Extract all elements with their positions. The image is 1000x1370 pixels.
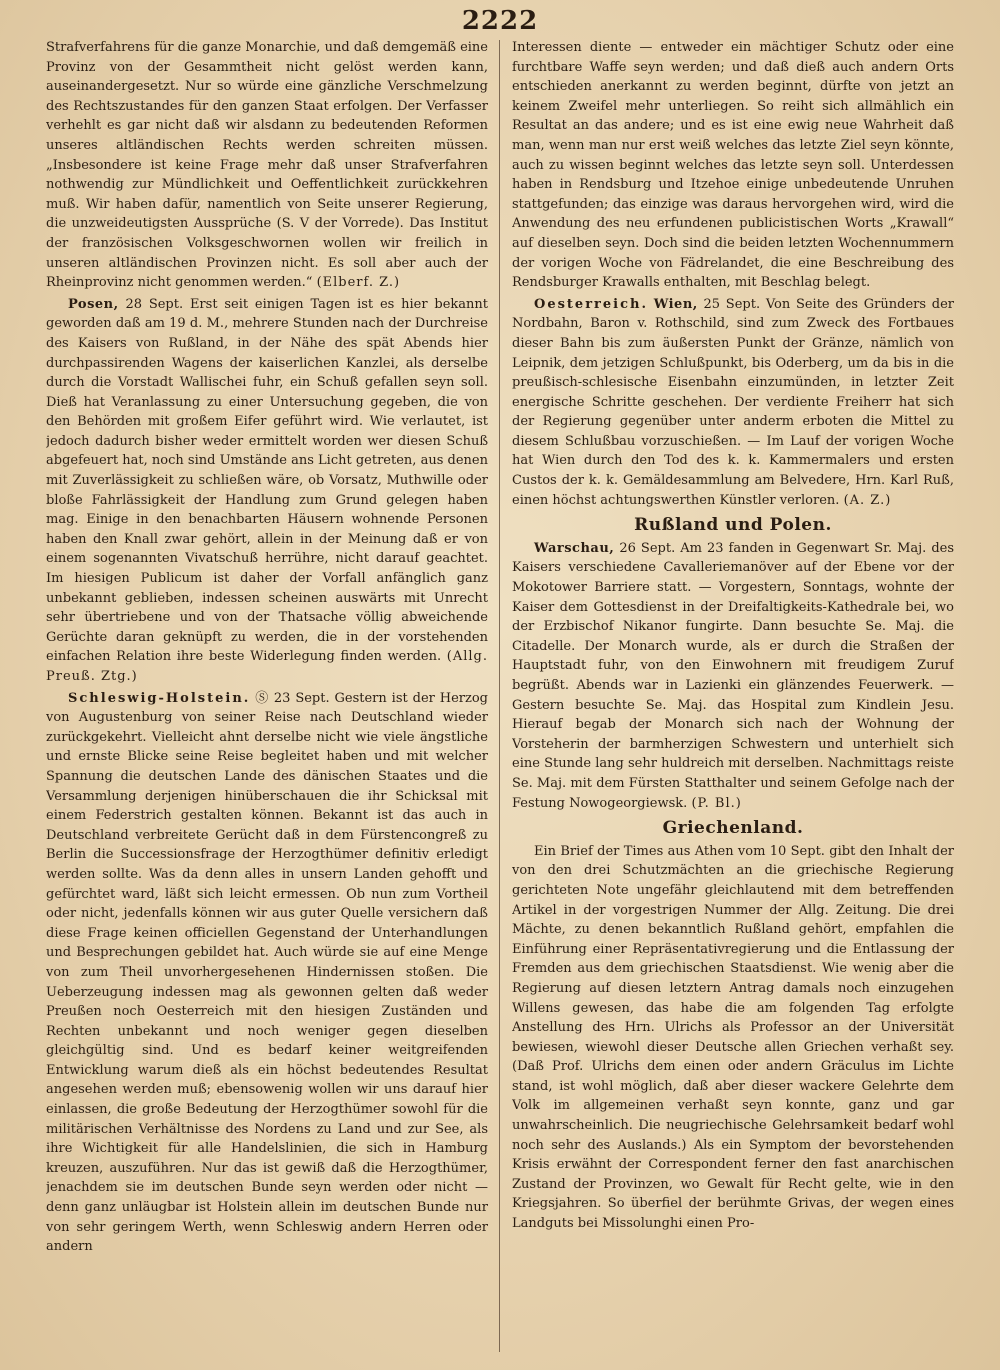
article-wien xyxy=(512,295,954,511)
article-schleswig-holstein xyxy=(46,689,488,1257)
article-text: Erst seit einigen Tagen ist es hier bekannt geworden daß am 19 d. M., mehrere Stunden nach der Durchreise des Kaisers von Rußland, in der Nähe des spät Abends hier durchpassirenden Wagens der kaiserlichen Kanzlei, als derselbe durch die Vorstadt Wallischei fuhr, ein Schuß gefallen seyn soll. Dieß hat Veranlassung zu einer Untersuchung gegeben, die von den Behörden mit großem Eifer geführt wird. Wie verlautet, ist jedoch dadurch bisher weder ermittelt worden wer diesen Schuß abgefeuert hat, noch sind Umstände ans Licht getreten, aus denen mit Zuverlässigkeit zu schließen wäre, ob Vorsatz, Muthwille oder bloße Fahrlässigkeit der Handlung zum Grund gelegen haben mag. Einige in den benachbarten Häusern wohnende Personen haben den Knall zwar gehört, allein in der Meinung daß er von einem sogenannten Vivatschuß herrühre, nicht darauf geachtet. Im hiesigen Publicum ist daher der Vorfall anfänglich ganz unbekannt geblieben, indessen scheinen auswärts mit Unrecht sehr übertriebene und von der Thatsache völlig abweichende Gerüchte daran geknüpft zu werden, die in der vorstehenden einfachen Relation ihre beste Widerlegung finden werden. xyxy=(46,296,488,665)
page-number: 2222 xyxy=(461,6,539,36)
left-column xyxy=(46,38,488,1356)
article-posen xyxy=(46,295,488,687)
dateline-posen: Posen, xyxy=(68,296,119,312)
article-text: Von Seite des Gründers der Nordbahn, Baron v. Rothschild, sind zum Zweck des Fortbaues dieser Bahn bis zum äußersten Punkt der Gränze, nämlich von Leipnik, dem jetzigen Schlußpunkt, bis Oderberg, um da bis in die preußisch-schlesische Eisenbahn einzumünden, in letzter Zeit energische Schritte geschehen. Der verdiente Freiherr hat sich der Regierung gegenüber unter anderm erboten die Mittel zu diesem Schlußbau vorzuschießen. — Im Lauf der vorigen Woche hat Wien durch den Tod des k. k. Kammermalers und ersten Custos der k. k. Gemäldesammlung am Belvedere, Hrn. Karl Ruß, einen höchst achtungswerthen Künstler verloren. xyxy=(512,296,954,508)
dateline-schleswig-holstein: Schleswig-Holstein. xyxy=(68,690,251,706)
article-griechenland xyxy=(512,842,954,1234)
article-warschau xyxy=(512,539,954,813)
article-continuation xyxy=(512,38,954,293)
article-continuation xyxy=(46,38,488,293)
right-column xyxy=(512,38,954,1356)
article-text: Gestern ist der Herzog von Augustenburg von seiner Reise nach Deutschland wieder zurückgekehrt. Vielleicht ahnt derselbe nicht wie viele ängstliche und ernste Blicke seine Reise begleitet haben und mit welcher Spannung die deutschen Lande des dänischen Staates und die Versammlung derjenigen hinüberschauen die ihr Schicksal mit einem Federstrich gestalten können. Bekannt ist das auch in Deutschland verbreitete Gerücht daß in dem Fürstencongreß zu Berlin die Successionsfrage der Herzogthümer definitiv erledigt werden sollte. Was da denn alles in unsern Landen gehofft und gefürchtet ward, läßt sich leicht ermessen. Ob nun zum Vortheil oder nicht, jedenfalls können wir aus guter Quelle versichern daß diese Frage keinen officiellen Gegenstand der Unterhandlungen und Besprechungen gebildet hat. Auch würde sie auf eine Menge von zum Theil unvorhergesehenen Hindernissen stoßen. Die Ueberzeugung indessen mag als gewonnen gelten daß weder Preußen noch Oesterreich mit den hiesigen Zuständen und Rechten unbekannt und noch weniger gegen dieselben gleichgültig sind. Und es bedarf keiner weitgreifenden Entwicklung warum dieß als ein höchst bedeutendes Resultat angesehen werden muß; ebensowenig wollen wir uns darauf hier einlassen, die große Bedeutung der Herzogthümer sowohl für die militärischen Verhältnisse des Nordens zu Land und zur See, als ihre Wichtigkeit für alle Handelslinien, die sich in Hamburg kreuzen, auszuführen. Nur das ist gewiß daß die Herzogthümer, jenachdem sie im deutschen Bunde seyn werden oder nicht — denn ganz unläugbar ist Holstein allein im deutschen Bunde nur von sehr geringem Werth, wenn Schleswig andern Herren oder andern xyxy=(46,690,488,1255)
article-text: Ein Brief der Times aus Athen vom 10 Sept. gibt den Inhalt der von den drei Schutzmächten an die griechische Regierung gerichteten Note ungefähr gleichlautend mit dem betreffenden Artikel in der vorgestrigen Nummer der Allg. Zeitung. Die drei Mächte, zu denen bekanntlich Rußland gehört, empfahlen die Einführung einer Repräsentativregierung und die Entlassung der Fremden aus dem griechischen Staatsdienst. Wie wenig aber die Regierung auf diesen letztern Antrag damals noch einzugehen Willens gewesen, das habe die am folgenden Tag erfolgte Anstellung des Hrn. Ulrichs als Professor an der Universität bewiesen, wiewohl dieser Deutsche allen Griechen verhaßt sey. (Daß Prof. Ulrichs dem einen oder andern Gräculus im Lichte stand, ist wohl möglich, daß aber dieser wackere Gelehrte dem Volk im allgemeinen verhaßt seyn konnte, ganz und gar unwahrscheinlich. Die neugriechische Gelehrsamkeit bedarf wohl noch sehr des Auslands.) Als ein Symptom der bevorstehenden Krisis erwähnt der Correspondent ferner den fast anarchischen Zustand der Provinzen, wo Gewalt für Recht gelte, wie in den Kriegsjahren. So überfiel der berühmte Grivas, der wegen eines Landguts bei Missolunghi einen Pro- xyxy=(512,843,954,1232)
article-source: (Allg. Preuß. Ztg.) xyxy=(46,649,488,684)
column-divider xyxy=(499,40,500,1352)
article-source: (P. Bl.) xyxy=(691,795,742,811)
article-text: Strafverfahrens für die ganze Monarchie, und daß demgemäß eine Provinz von der Gesammtheit nicht gelöst werden kann, auseinandergesetzt. Nur so würde eine gänzliche Verschmelzung des Rechtszustandes für den ganzen Staat erfolgen. Der Verfasser verhehlt es gar nicht daß wir alsdann zu bedeutenden Reformen unseres altländischen Rechts werden schreiten müssen. „Insbesondere ist keine Frage mehr daß unser Strafverfahren nothwendig zur Mündlichkeit und Oeffentlichkeit zurückkehren muß. Wir haben dafür, namentlich von Seite unserer Regierung, die unzweideutigsten Aussprüche (S. V der Vorrede). Das Institut der französischen Volksgeschwornen wollen wir freilich in unseren altländischen Provinzen nicht. Es soll aber auch der Rheinprovinz nicht genommen werden.“ xyxy=(46,40,488,291)
article-source: (Elberf. Z.) xyxy=(316,275,401,291)
section-heading-russland: Rußland und Polen. xyxy=(634,515,832,536)
dateline-warschau: Warschau, xyxy=(534,540,615,556)
article-date: 25 Sept. xyxy=(703,296,761,312)
article-text: Interessen diente — entweder ein mächtiger Schutz oder eine furchtbare Waffe seyn werden; und daß dieß auch andern Orts entschieden anerkannt zu werden beginnt, dürfte von jetzt an keinem Zweifel mehr unterliegen. So reiht sich allmählich ein Resultat an das andere; und es ist eine ewig neue Wahrheit daß man, wenn man nur erst weiß welches das letzte Ziel seyn könnte, auch zu wissen beginnt welches das letzte seyn soll. Unterdessen haben in Rendsburg und Itzehoe einige unbedeutende Unruhen stattgefunden; das einzige was daraus hervorgehen wird, wird die Anwendung des neu erfundenen publicistischen Worts „Krawall“ auf dieselben seyn. Doch sind die beiden letzten Wochennummern der vorigen Woche von Fädrelandet, die eine Beschreibung des Rendsburger Krawalls enthalten, mit Beschlag belegt. xyxy=(512,40,954,291)
section-heading-griechenland: Griechenland. xyxy=(662,818,804,839)
article-date: 26 Sept. xyxy=(619,540,676,556)
article-date: Ⓢ 23 Sept. xyxy=(255,690,330,706)
article-date: 28 Sept. xyxy=(125,296,184,312)
article-text: Am 23 fanden in Gegenwart Sr. Maj. des Kaisers verschiedene Cavalleriemanöver auf der Ebene vor der Mokotower Barriere statt. — Vorgestern, Sonntags, wohnte der Kaiser dem Gottesdienst in der Dreifaltigkeits-Kathedrale bei, wo der Erzbischof Nikanor fungirte. Dann besuchte Se. Maj. die Citadelle. Der Monarch wurde, als er durch die Straßen der Hauptstadt fuhr, von den Einwohnern mit freudigem Zuruf begrüßt. Abends war in Lazienki ein glänzendes Feuerwerk. — Gestern besuchte Se. Maj. das Hospital zum Kindlein Jesu. Hierauf begab der Monarch sich nach der Wohnung der Vorsteherin der barmherzigen Schwestern und unterhielt sich eine Stunde lang sehr huldreich mit derselben. Nachmittags reiste Se. Maj. mit dem Fürsten Statthalter und seinem Gefolge nach der Festung Nowogeorgiewsk. xyxy=(512,540,954,811)
dateline-wien: Wien, xyxy=(653,296,698,312)
dateline-oesterreich: Oesterreich. xyxy=(534,296,648,312)
article-source: (A. Z.) xyxy=(843,492,892,508)
